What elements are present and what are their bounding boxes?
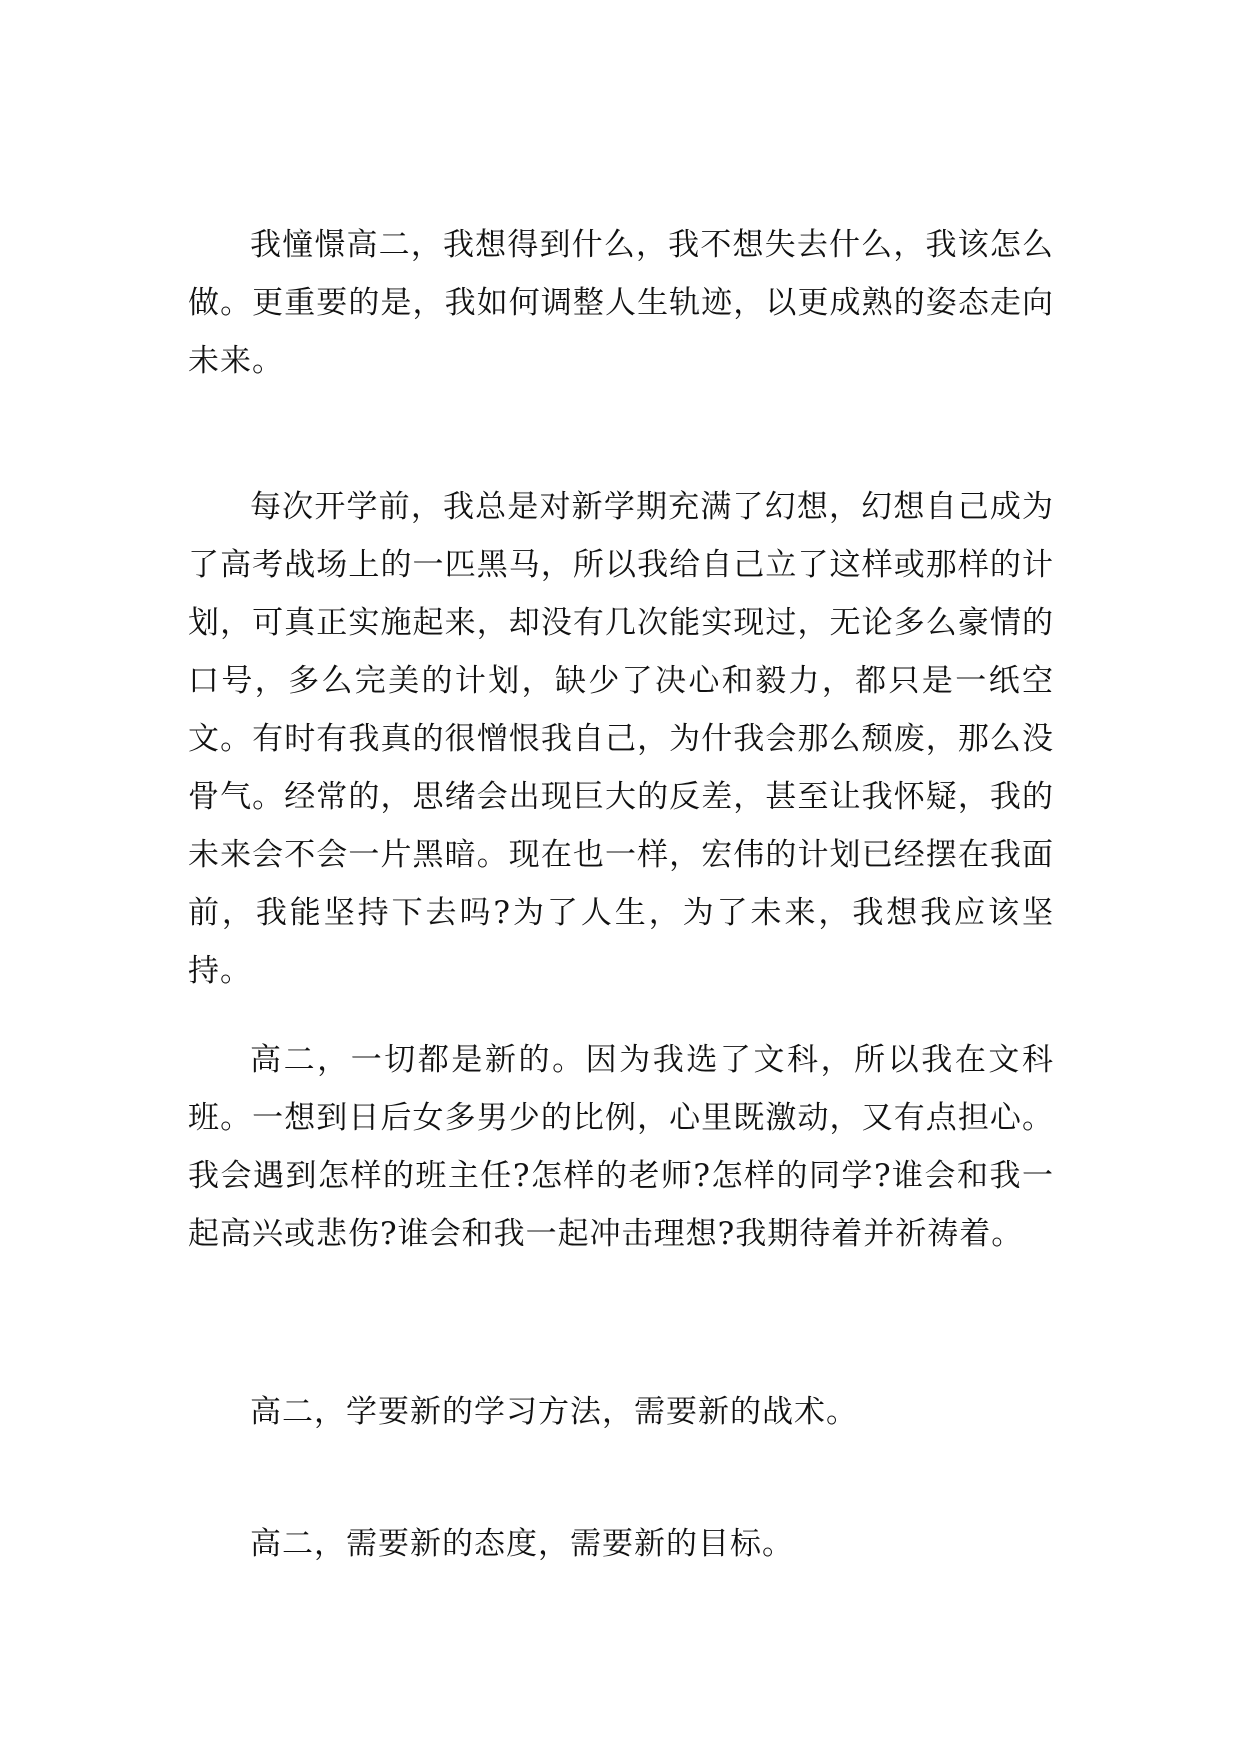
paragraph-2: 每次开学前，我总是对新学期充满了幻想，幻想自己成为了高考战场上的一匹黑马，所以我给自己立了这样或那样的计划，可真正实施起来，却没有几次能实现过，无论多么豪情的口号，多么完美的计划，缺少了决心和毅力，都只是一纸空文。有时有我真的很憎恨我自己，为什我会那么颓废，那么没骨气。经常的，思绪会出现巨大的反差，甚至让我怀疑，我的未来会不会一片黑暗。现在也一样，宏伟的计划已经摆在我面前，我能坚持下去吗?为了人生，为了未来，我想我应该坚持。 <box>188 489 1054 989</box>
paragraph-3: 高二，一切都是新的。因为我选了文科，所以我在文科班。一想到日后女多男少的比例，心里既激动，又有点担心。我会遇到怎样的班主任?怎样的老师?怎样的同学?谁会和我一起高兴或悲伤?谁会和我一起冲击理想?我期待着并祈祷着。 <box>188 1042 1054 1252</box>
paragraph-5: 高二，需要新的态度，需要新的目标。 <box>250 1526 794 1562</box>
paragraph-4: 高二，学要新的学习方法，需要新的战术。 <box>250 1394 858 1430</box>
paragraph-1: 我憧憬高二，我想得到什么，我不想失去什么，我该怎么做。更重要的是，我如何调整人生轨迹，以更成熟的姿态走向未来。 <box>188 227 1054 379</box>
